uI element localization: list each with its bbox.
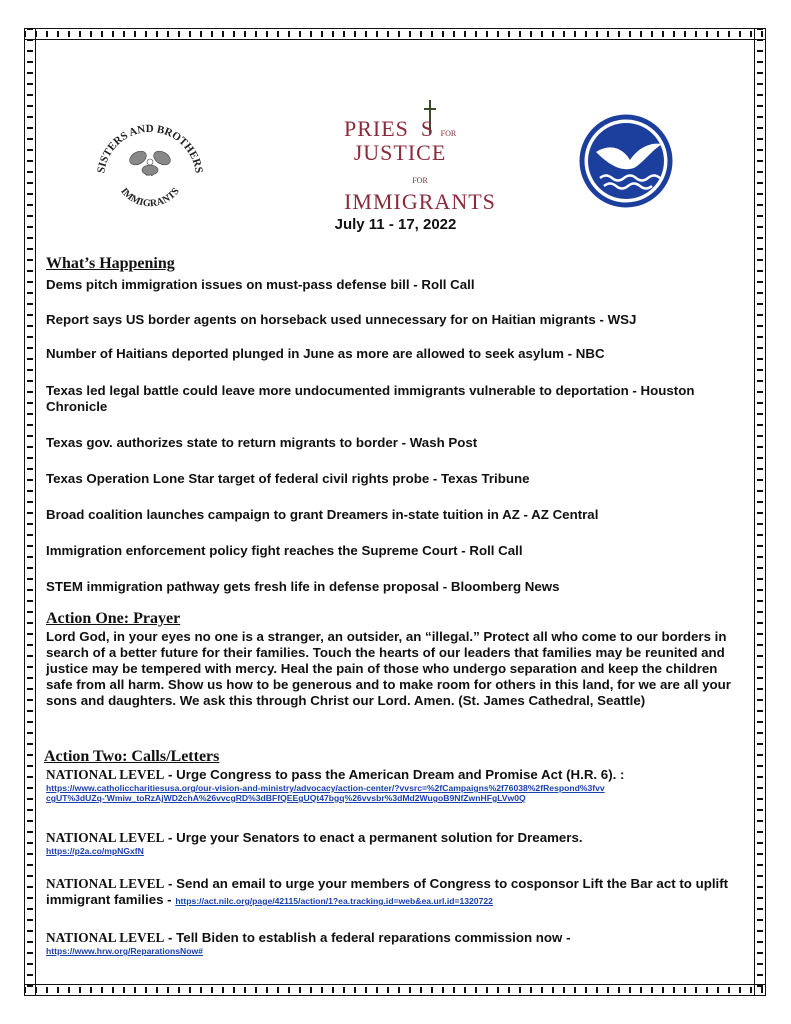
priests-justice-logo xyxy=(300,100,500,214)
border-left xyxy=(24,28,36,996)
whats-happening-heading: What’s Happening xyxy=(46,255,175,272)
call-text: - Tell Biden to establish a federal reparations commission now - xyxy=(164,930,571,945)
news-item: STEM immigration pathway gets fresh life in defense proposal - Bloomberg News xyxy=(46,579,560,594)
logo-for-1: FOR xyxy=(440,129,457,138)
prayer-text: Lord God, in your eyes no one is a stranger, an outsider, an “illegal.” Protect all who come to our borders in search of a better future for their families. Touch the hearts of our leaders that families may be reunited and justice may be tempered with mercy. Heal the pain of those who undergo separation and keep the children safe from all harm. Show us how to be generous and to make room for others in this land, for we are all your sons and daughters. We ask this through Christ our Lord. Amen. (St. James Cathedral, Seattle) xyxy=(46,629,731,708)
call-item xyxy=(46,767,751,803)
call-item xyxy=(46,830,751,856)
border-bottom xyxy=(24,984,766,996)
logo-priests-b: S xyxy=(420,116,435,141)
call-link[interactable]: https://www.catholiccharitiesusa.org/our-vision-and-ministry/advocacy/action-center/?vvsrc=%2fCampaigns%2f76038%2fRespond%3fvvcgUT%3dUZq-'Wmiw_toRzAjWD2chA%26vvcgRD%3dBFfQEEgUQt47bgq%26vvsbr%3dMd2WugoB9NfZwnHFgLVw0Q xyxy=(46,783,605,803)
action-one-heading: Action One: Prayer xyxy=(46,610,181,627)
news-list xyxy=(46,277,746,607)
logo-immigrants: IMMIGRANTS xyxy=(344,189,496,214)
news-item: Report says US border agents on horseback used unnecessary for on Haitian migrants - WSJ xyxy=(46,312,637,327)
logo-line-3 xyxy=(340,163,500,215)
call-text: - Urge Congress to pass the American Dream and Promise Act (H.R. 6). : xyxy=(164,767,625,782)
logo-line-2: JUSTICE xyxy=(353,140,447,165)
call-level: NATIONAL LEVEL xyxy=(46,930,165,945)
logo-left-bottom-text: IMMIGRANTS xyxy=(118,185,182,210)
svg-text:IMMIGRANTS xyxy=(118,186,182,210)
bird-circle-logo xyxy=(578,112,674,210)
call-link[interactable]: https://p2a.co/mpNGxfN xyxy=(46,846,144,856)
border-right xyxy=(754,28,766,996)
call-item xyxy=(46,930,751,956)
sisters-brothers-logo xyxy=(90,120,210,210)
news-item: Number of Haitians deported plunged in June as more are allowed to seek asylum - NBC xyxy=(46,346,605,361)
logo-left-top-text: SISTERS AND BROTHERS xyxy=(95,122,205,174)
logo-for-2: FOR xyxy=(412,176,428,185)
logo-line-1 xyxy=(344,116,456,142)
news-item: Immigration enforcement policy fight reaches the Supreme Court - Roll Call xyxy=(46,543,523,558)
logo-priests-a: PRIES xyxy=(344,116,409,141)
call-link[interactable]: https://act.nilc.org/page/42115/action/1?ea.tracking.id=web&ea.url.id=1320722 xyxy=(175,896,493,906)
news-item: Texas gov. authorizes state to return migrants to border - Wash Post xyxy=(46,435,478,450)
call-text: - Send an email to urge your members of Congress to cosponsor Lift the Bar act to uplift immigrant families - xyxy=(46,876,729,907)
call-text: - Urge your Senators to enact a permanent solution for Dreamers. xyxy=(164,830,583,845)
border-top xyxy=(24,28,766,40)
call-level: NATIONAL LEVEL xyxy=(46,767,165,782)
call-item xyxy=(46,876,751,909)
date-range: July 11 - 17, 2022 xyxy=(334,216,457,233)
call-level: NATIONAL LEVEL xyxy=(46,876,165,891)
call-link[interactable]: https://www.hrw.org/ReparationsNow# xyxy=(46,946,203,956)
news-item: Texas led legal battle could leave more undocumented immigrants vulnerable to deportation - Houston Chronicle xyxy=(46,383,695,414)
hands-icon xyxy=(127,148,173,175)
news-item: Texas Operation Lone Star target of federal civil rights probe - Texas Tribune xyxy=(46,471,530,486)
news-item: Broad coalition launches campaign to grant Dreamers in-state tuition in AZ - AZ Central xyxy=(46,507,599,522)
news-item: Dems pitch immigration issues on must-pass defense bill - Roll Call xyxy=(46,277,475,292)
call-level: NATIONAL LEVEL xyxy=(46,830,165,845)
action-two-heading: Action Two: Calls/Letters xyxy=(44,748,220,765)
